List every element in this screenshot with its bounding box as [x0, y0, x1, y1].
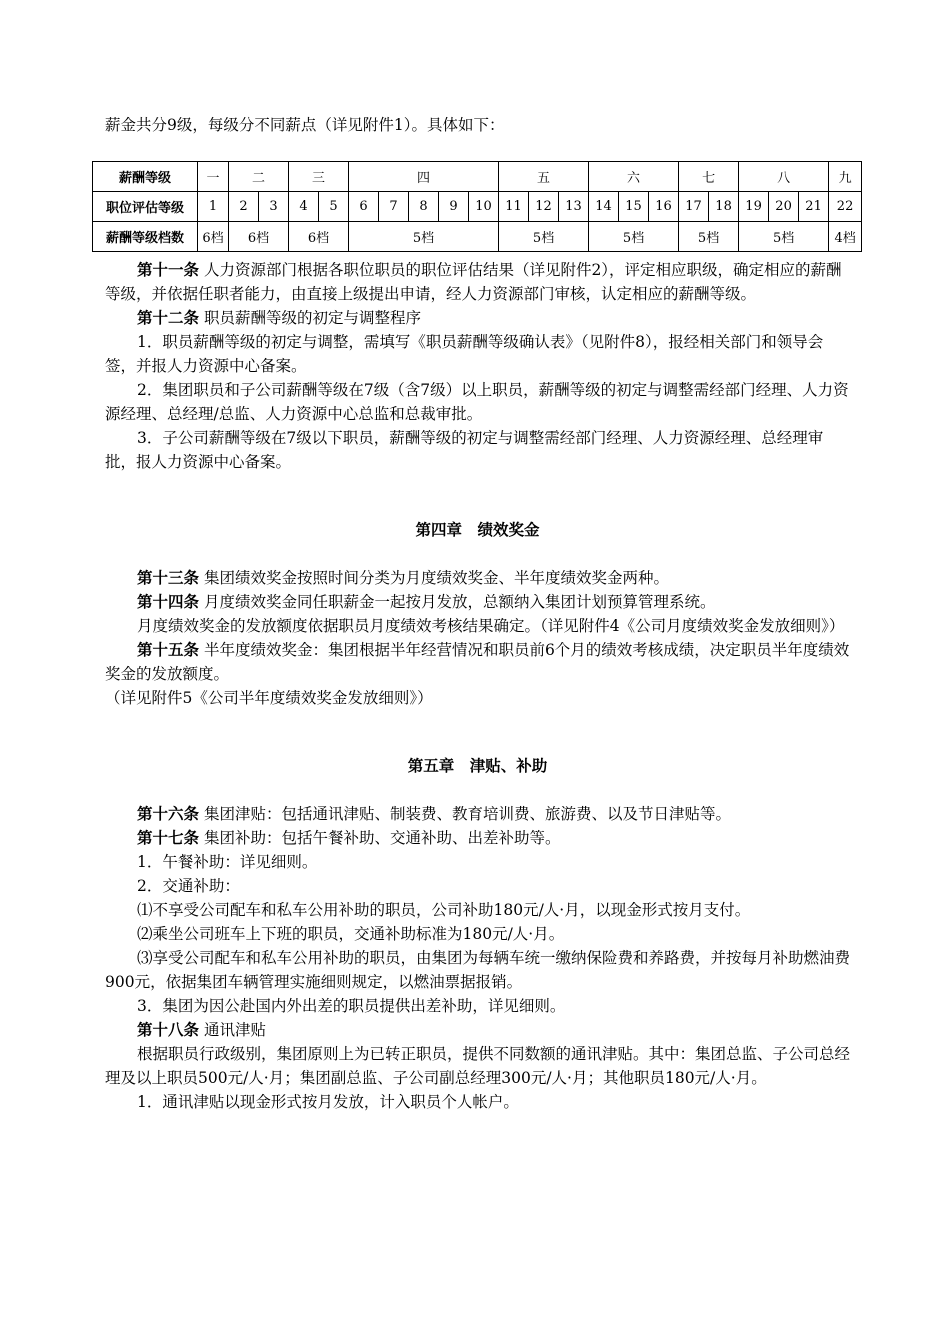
article-text: 集团津贴：包括通讯津贴、制装费、教育培训费、旅游费、以及节日津贴等。: [199, 805, 731, 823]
article-text: 人力资源部门根据各职位职员的职位评估结果（详见附件2），评定相应职级，确定相应的薪酬等级，并依据任职者能力，由直接上级提出申请，经人力资源部门审核，认定相应的薪酬等级。: [105, 261, 842, 303]
article-12: [105, 306, 850, 330]
row-label-tier: 薪酬等级档数: [93, 222, 198, 252]
level-cell: 5: [319, 192, 349, 222]
paragraph: 月度绩效奖金的发放额度依据职员月度绩效考核结果确定。（详见附件4《公司月度绩效奖金发放细则》）: [137, 617, 845, 635]
list-item: ⑶享受公司配车和私车公用补助的职员，由集团为每辆车统一缴纳保险费和养路费，并按每月补助燃油费900元，依据集团车辆管理实施细则规定，以燃油票据报销。: [105, 949, 851, 991]
article-text: 职员薪酬等级的初定与调整程序: [199, 309, 421, 327]
list-item: 3．集团为因公赴国内外出差的职员提供出差补助，详见细则。: [137, 997, 566, 1015]
article-title: 第十四条: [137, 593, 200, 611]
list-item: 2．集团职员和子公司薪酬等级在7级（含7级）以上职员，薪酬等级的初定与调整需经部门经理、人力资源经理、总经理/总监、人力资源中心总监和总裁审批。: [105, 381, 849, 423]
tier-cell: 4档: [829, 222, 862, 252]
document-body: [105, 258, 850, 1114]
list-item: ⑵乘坐公司班车上下班的职员，交通补助标准为180元/人·月。: [137, 925, 565, 943]
article-18: [105, 1018, 850, 1042]
article-title: 第十六条: [137, 805, 200, 823]
level-cell: 4: [289, 192, 319, 222]
article-14: [105, 590, 850, 614]
tier-cell: 5档: [589, 222, 679, 252]
article-title: 第十一条: [137, 261, 200, 279]
article-15: [105, 638, 850, 686]
article-text: 半年度绩效奖金：集团根据半年经营情况和职员前6个月的绩效考核成绩，决定职员半年度绩效奖金的发放额度。: [105, 641, 850, 683]
grade-cell: 六: [589, 162, 679, 192]
table-row-grade: [93, 162, 862, 192]
level-cell: 15: [619, 192, 649, 222]
level-cell: 9: [439, 192, 469, 222]
grade-cell: 七: [679, 162, 739, 192]
tier-cell: 6档: [229, 222, 289, 252]
grade-cell: 九: [829, 162, 862, 192]
paragraph: （详见附件5《公司半年度绩效奖金发放细则》）: [105, 689, 433, 707]
table-row-level: [93, 192, 862, 222]
level-cell: 11: [499, 192, 529, 222]
tier-cell: 5档: [499, 222, 589, 252]
article-text: 通讯津贴: [199, 1021, 266, 1039]
level-cell: 8: [409, 192, 439, 222]
grade-cell: 八: [739, 162, 829, 192]
level-cell: 6: [349, 192, 379, 222]
list-item: 1．午餐补助：详见细则。: [137, 853, 318, 871]
chapter-5-heading: 第五章 津贴、补助: [407, 757, 548, 775]
article-title: 第十八条: [137, 1021, 200, 1039]
level-cell: 20: [769, 192, 799, 222]
level-cell: 21: [799, 192, 829, 222]
level-cell: 10: [469, 192, 499, 222]
level-cell: 18: [709, 192, 739, 222]
paragraph: 根据职员行政级别，集团原则上为已转正职员，提供不同数额的通讯津贴。其中：集团总监、子公司总经理及以上职员500元/人·月；集团副总监、子公司副总经理300元/人·月；其他职员180元/人·月。: [105, 1045, 851, 1087]
level-cell: 7: [379, 192, 409, 222]
list-item: 3．子公司薪酬等级在7级以下职员，薪酬等级的初定与调整需经部门经理、人力资源经理、总经理审批，报人力资源中心备案。: [105, 429, 824, 471]
grade-cell: 二: [229, 162, 289, 192]
salary-grade-table: [92, 161, 862, 252]
tier-cell: 5档: [349, 222, 499, 252]
level-cell: 14: [589, 192, 619, 222]
intro-text: 薪金共分9级，每级分不同薪点（详见附件1）。具体如下：: [105, 116, 505, 134]
article-title: 第十五条: [137, 641, 200, 659]
grade-cell: 五: [499, 162, 589, 192]
row-label-level: 职位评估等级: [93, 192, 198, 222]
tier-cell: 6档: [289, 222, 349, 252]
level-cell: 3: [259, 192, 289, 222]
article-title: 第十二条: [137, 309, 200, 327]
article-13: [105, 566, 850, 590]
tier-cell: 6档: [198, 222, 229, 252]
level-cell: 1: [198, 192, 229, 222]
level-cell: 19: [739, 192, 769, 222]
article-text: 集团绩效奖金按照时间分类为月度绩效奖金、半年度绩效奖金两种。: [199, 569, 669, 587]
row-label-grade: 薪酬等级: [93, 162, 198, 192]
article-title: 第十七条: [137, 829, 200, 847]
grade-cell: 四: [349, 162, 499, 192]
chapter-4-heading: 第四章 绩效奖金: [415, 521, 540, 539]
list-item: ⑴不享受公司配车和私车公用补助的职员，公司补助180元/人·月，以现金形式按月支付。: [137, 901, 751, 919]
level-cell: 12: [529, 192, 559, 222]
level-cell: 22: [829, 192, 862, 222]
list-item: 1．职员薪酬等级的初定与调整，需填写《职员薪酬等级确认表》（见附件8），报经相关部门和领导会签，并报人力资源中心备案。: [105, 333, 824, 375]
tier-cell: 5档: [679, 222, 739, 252]
list-item: 2．交通补助：: [137, 877, 240, 895]
article-text: 集团补助：包括午餐补助、交通补助、出差补助等。: [199, 829, 561, 847]
article-11: [105, 258, 850, 306]
level-cell: 17: [679, 192, 709, 222]
article-text: 月度绩效奖金同任职薪金一起按月发放，总额纳入集团计划预算管理系统。: [199, 593, 716, 611]
grade-cell: 三: [289, 162, 349, 192]
list-item: 1．通讯津贴以现金形式按月发放，计入职员个人帐户。: [137, 1093, 519, 1111]
tier-cell: 5档: [739, 222, 829, 252]
level-cell: 13: [559, 192, 589, 222]
level-cell: 16: [649, 192, 679, 222]
table-row-tier: [93, 222, 862, 252]
grade-cell: 一: [198, 162, 229, 192]
level-cell: 2: [229, 192, 259, 222]
article-title: 第十三条: [137, 569, 200, 587]
article-16: [105, 802, 850, 826]
article-17: [105, 826, 850, 850]
